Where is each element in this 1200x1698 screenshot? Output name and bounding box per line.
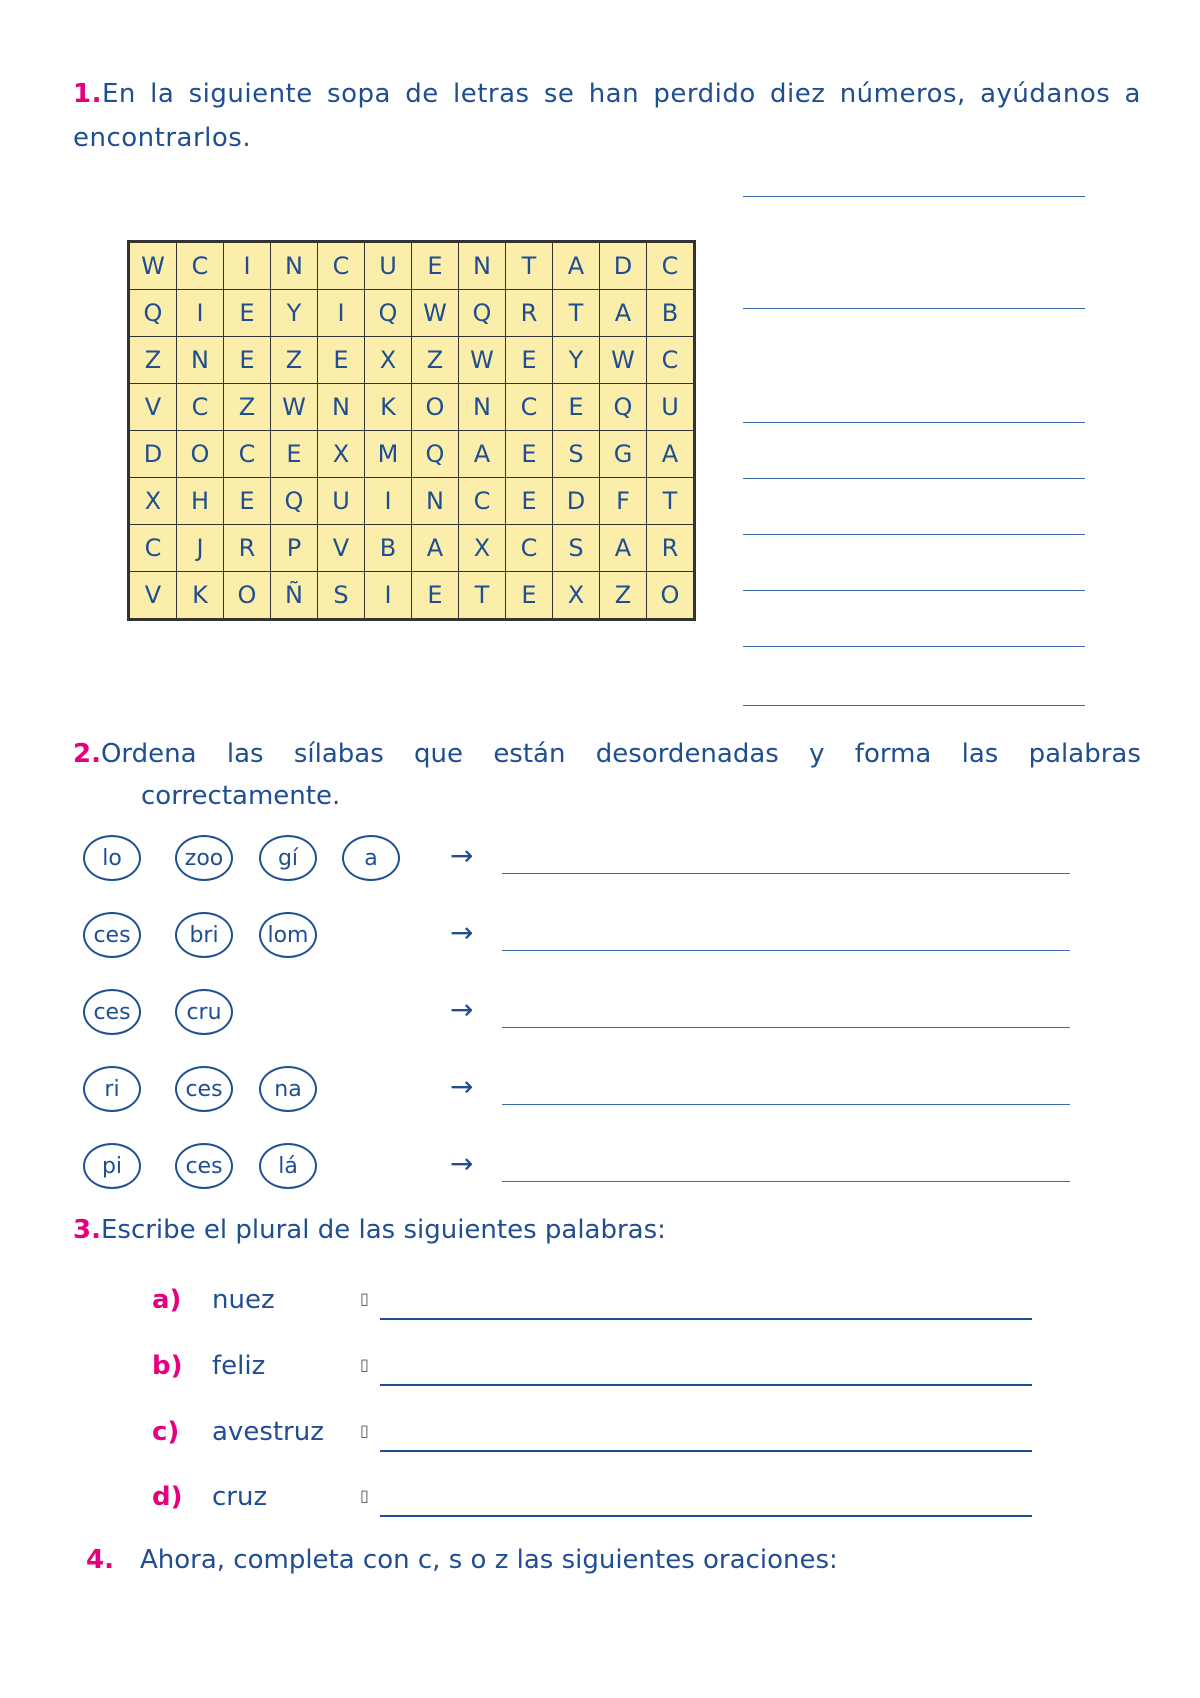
syllable-bubble: ces <box>83 912 141 958</box>
answer-line[interactable] <box>380 1384 1032 1386</box>
grid-row <box>129 337 695 384</box>
grid-cell[interactable]: W <box>600 337 647 384</box>
item-word: nuez <box>212 1285 275 1315</box>
grid-cell[interactable]: O <box>647 572 695 620</box>
grid-cell[interactable]: C <box>129 525 177 572</box>
grid-cell[interactable]: Ñ <box>271 572 318 620</box>
instruction-word: palabras <box>1028 739 1141 769</box>
answer-line[interactable] <box>502 1181 1070 1182</box>
grid-cell[interactable]: C <box>647 337 695 384</box>
grid-cell[interactable]: X <box>318 431 365 478</box>
answer-line[interactable] <box>743 422 1085 423</box>
item-label: b) <box>152 1351 183 1381</box>
grid-cell[interactable]: C <box>506 384 553 431</box>
grid-cell[interactable]: V <box>318 525 365 572</box>
grid-cell[interactable]: O <box>177 431 224 478</box>
grid-cell[interactable]: S <box>318 572 365 620</box>
grid-cell[interactable]: T <box>553 290 600 337</box>
grid-cell[interactable]: C <box>647 242 695 290</box>
question-3-number: 3. <box>73 1215 101 1245</box>
grid-cell[interactable]: N <box>318 384 365 431</box>
grid-cell[interactable]: E <box>318 337 365 384</box>
grid-cell[interactable]: S <box>553 431 600 478</box>
grid-cell[interactable]: V <box>129 572 177 620</box>
grid-cell[interactable]: G <box>600 431 647 478</box>
grid-cell[interactable]: I <box>365 478 412 525</box>
grid-cell[interactable]: K <box>365 384 412 431</box>
grid-cell[interactable]: F <box>600 478 647 525</box>
arrow-icon: → <box>450 1070 474 1103</box>
instruction-word: y <box>809 739 825 769</box>
question-2 <box>73 733 1141 817</box>
grid-row <box>129 431 695 478</box>
instruction-word: están <box>493 739 566 769</box>
question-2-line-2: correctamente. <box>141 781 341 811</box>
grid-cell[interactable]: E <box>506 478 553 525</box>
question-4-text: Ahora, completa con c, s o z las siguientes oraciones: <box>139 1545 838 1575</box>
syllable-bubble: ces <box>175 1066 233 1112</box>
grid-cell[interactable]: U <box>647 384 695 431</box>
grid-cell[interactable]: W <box>459 337 506 384</box>
grid-cell[interactable]: C <box>224 431 271 478</box>
grid-cell[interactable]: R <box>506 290 553 337</box>
grid-cell[interactable]: N <box>412 478 459 525</box>
syllable-bubble: ces <box>83 989 141 1035</box>
grid-cell[interactable]: W <box>271 384 318 431</box>
grid-cell[interactable]: W <box>412 290 459 337</box>
grid-row <box>129 478 695 525</box>
answer-line[interactable] <box>743 534 1085 535</box>
grid-cell[interactable]: Q <box>129 290 177 337</box>
grid-cell[interactable]: Y <box>271 290 318 337</box>
grid-row <box>129 290 695 337</box>
instruction-word: las <box>226 739 264 769</box>
grid-cell[interactable]: Q <box>412 431 459 478</box>
grid-cell[interactable]: N <box>271 242 318 290</box>
grid-cell[interactable]: T <box>459 572 506 620</box>
grid-cell[interactable]: A <box>459 431 506 478</box>
grid-cell[interactable]: C <box>177 384 224 431</box>
grid-cell[interactable]: N <box>459 384 506 431</box>
grid-cell[interactable]: D <box>129 431 177 478</box>
grid-cell[interactable]: E <box>412 242 459 290</box>
grid-cell[interactable]: C <box>177 242 224 290</box>
syllable-bubble: zoo <box>175 835 233 881</box>
arrow-icon: → <box>450 916 474 949</box>
grid-cell[interactable]: X <box>365 337 412 384</box>
answer-line[interactable] <box>380 1450 1032 1452</box>
grid-cell[interactable]: D <box>553 478 600 525</box>
grid-cell[interactable]: B <box>365 525 412 572</box>
grid-cell[interactable]: O <box>224 572 271 620</box>
grid-cell[interactable]: E <box>506 431 553 478</box>
placeholder-box-icon: ▯ <box>360 1421 369 1440</box>
instruction-word: las <box>961 739 999 769</box>
grid-cell[interactable]: J <box>177 525 224 572</box>
grid-cell[interactable]: R <box>224 525 271 572</box>
grid-cell[interactable]: A <box>600 525 647 572</box>
grid-cell[interactable]: A <box>647 431 695 478</box>
grid-row <box>129 384 695 431</box>
arrow-icon: → <box>450 839 474 872</box>
item-label: a) <box>152 1285 182 1315</box>
grid-cell[interactable]: Q <box>365 290 412 337</box>
instruction-start <box>73 733 197 775</box>
syllable-bubble: cru <box>175 989 233 1035</box>
syllable-bubble: gí <box>259 835 317 881</box>
grid-row <box>129 242 695 290</box>
grid-cell[interactable]: C <box>506 525 553 572</box>
grid-cell[interactable]: U <box>365 242 412 290</box>
answer-line[interactable] <box>502 873 1070 874</box>
answer-line[interactable] <box>380 1318 1032 1320</box>
grid-cell[interactable]: E <box>224 290 271 337</box>
placeholder-box-icon: ▯ <box>360 1486 369 1505</box>
grid-cell[interactable]: R <box>647 525 695 572</box>
grid-cell[interactable]: X <box>553 572 600 620</box>
question-3-text: Escribe el plural de las siguientes palabras: <box>100 1215 666 1245</box>
grid-cell[interactable]: P <box>271 525 318 572</box>
grid-cell[interactable]: A <box>412 525 459 572</box>
grid-cell[interactable]: Z <box>600 572 647 620</box>
grid-cell[interactable]: Z <box>412 337 459 384</box>
grid-cell[interactable]: O <box>412 384 459 431</box>
grid-cell[interactable]: I <box>365 572 412 620</box>
answer-line[interactable] <box>380 1515 1032 1517</box>
question-1 <box>73 72 1141 160</box>
grid-cell[interactable]: A <box>553 242 600 290</box>
syllable-bubble: bri <box>175 912 233 958</box>
question-2-number: 2. <box>73 739 101 769</box>
grid-cell[interactable]: Z <box>271 337 318 384</box>
grid-cell[interactable]: B <box>647 290 695 337</box>
grid-cell[interactable]: Y <box>553 337 600 384</box>
placeholder-box-icon: ▯ <box>360 1355 369 1374</box>
grid-cell[interactable]: I <box>318 290 365 337</box>
grid-cell[interactable]: Z <box>224 384 271 431</box>
grid-cell[interactable]: Q <box>271 478 318 525</box>
grid-cell[interactable]: K <box>177 572 224 620</box>
question-3 <box>73 1215 666 1245</box>
grid-row <box>129 525 695 572</box>
instruction-word: desordenadas <box>595 739 779 769</box>
grid-cell[interactable]: N <box>177 337 224 384</box>
grid-cell[interactable]: V <box>129 384 177 431</box>
grid-cell[interactable]: E <box>506 572 553 620</box>
question-1-text: En la siguiente sopa de letras se han perdido diez números, ayúdanos a encontrarlos. <box>73 79 1141 153</box>
grid-cell[interactable]: W <box>129 242 177 290</box>
answer-line[interactable] <box>743 646 1085 647</box>
grid-cell[interactable]: E <box>224 478 271 525</box>
answer-line[interactable] <box>743 590 1085 591</box>
grid-cell[interactable]: E <box>271 431 318 478</box>
grid-cell[interactable]: X <box>129 478 177 525</box>
answer-line[interactable] <box>743 705 1085 706</box>
item-label: c) <box>152 1417 180 1447</box>
grid-cell[interactable]: I <box>177 290 224 337</box>
grid-cell[interactable]: D <box>600 242 647 290</box>
grid-row <box>129 572 695 620</box>
grid-cell[interactable]: E <box>553 384 600 431</box>
placeholder-box-icon: ▯ <box>360 1289 369 1308</box>
answer-line[interactable] <box>502 1027 1070 1028</box>
answer-line[interactable] <box>743 196 1085 197</box>
item-word: avestruz <box>212 1417 324 1447</box>
syllable-bubble: lá <box>259 1143 317 1189</box>
syllable-bubble: lo <box>83 835 141 881</box>
syllable-bubble: ces <box>175 1143 233 1189</box>
instruction-word: Ordena <box>100 739 197 769</box>
answer-line[interactable] <box>743 308 1085 309</box>
instruction-word: forma <box>854 739 932 769</box>
grid-cell[interactable]: E <box>506 337 553 384</box>
grid-cell[interactable]: E <box>224 337 271 384</box>
question-4-number: 4. <box>86 1545 114 1575</box>
grid-cell[interactable]: C <box>318 242 365 290</box>
instruction-word: que <box>414 739 464 769</box>
syllable-bubble: lom <box>259 912 317 958</box>
grid-cell[interactable]: Q <box>600 384 647 431</box>
grid-cell[interactable]: Q <box>459 290 506 337</box>
word-search-grid <box>127 240 696 621</box>
item-word: feliz <box>212 1351 266 1381</box>
grid-cell[interactable]: M <box>365 431 412 478</box>
grid-cell[interactable]: C <box>459 478 506 525</box>
grid-cell[interactable]: X <box>459 525 506 572</box>
arrow-icon: → <box>450 1147 474 1180</box>
answer-line[interactable] <box>502 950 1070 951</box>
grid-cell[interactable]: T <box>506 242 553 290</box>
syllable-bubble: pi <box>83 1143 141 1189</box>
syllable-bubble: ri <box>83 1066 141 1112</box>
question-2-line-1 <box>73 733 1141 775</box>
grid-cell[interactable]: T <box>647 478 695 525</box>
grid-cell[interactable]: N <box>459 242 506 290</box>
arrow-icon: → <box>450 993 474 1026</box>
syllable-bubble: na <box>259 1066 317 1112</box>
item-label: d) <box>152 1482 183 1512</box>
grid-cell[interactable]: Z <box>129 337 177 384</box>
grid-cell[interactable]: A <box>600 290 647 337</box>
item-word: cruz <box>212 1482 268 1512</box>
answer-line[interactable] <box>743 478 1085 479</box>
grid-cell[interactable]: I <box>224 242 271 290</box>
grid-cell[interactable]: U <box>318 478 365 525</box>
question-4 <box>86 1545 838 1575</box>
grid-cell[interactable]: H <box>177 478 224 525</box>
instruction-word: sílabas <box>293 739 384 769</box>
answer-line[interactable] <box>502 1104 1070 1105</box>
grid-cell[interactable]: E <box>412 572 459 620</box>
grid-cell[interactable]: S <box>553 525 600 572</box>
syllable-bubble: a <box>342 835 400 881</box>
question-1-number: 1. <box>73 79 102 109</box>
